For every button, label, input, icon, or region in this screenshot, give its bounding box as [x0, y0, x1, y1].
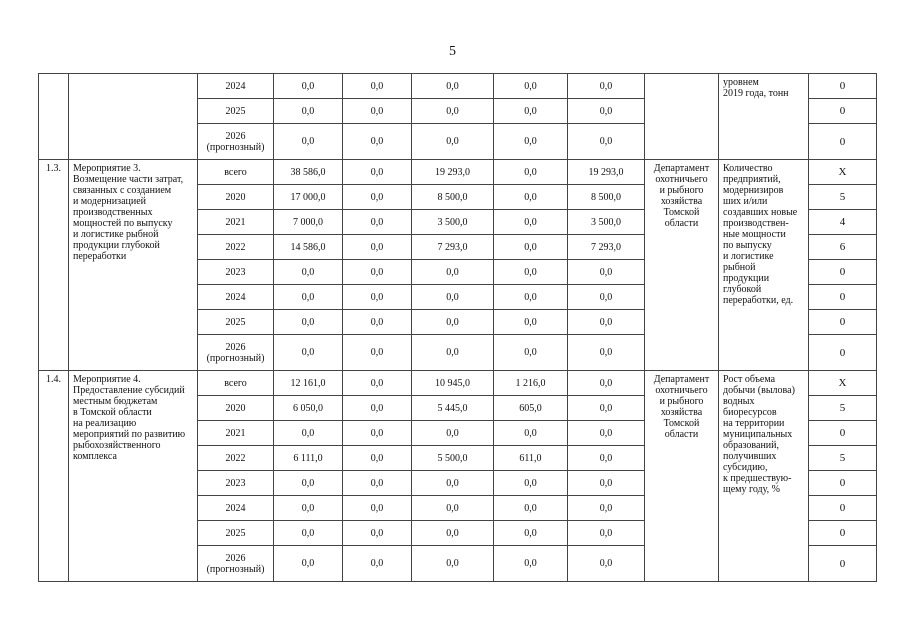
amount-cell: 0,0	[412, 74, 494, 99]
text-line: ные мощности	[723, 229, 786, 240]
amount-cell: 0,0	[343, 421, 412, 446]
text-line: Мероприятие 4.	[73, 374, 141, 385]
text-line: Департамент	[653, 163, 710, 174]
amount-cell: 0,0	[412, 310, 494, 335]
amount-cell: 0,0	[412, 496, 494, 521]
indicator-value-cell: 0	[809, 421, 877, 446]
text-line: местным бюджетам	[73, 396, 158, 407]
year-cell: 2021	[198, 210, 274, 235]
amount-cell: 7 293,0	[568, 235, 645, 260]
measure-name-cell	[69, 371, 198, 582]
indicator-value-cell: 5	[809, 446, 877, 471]
amount-cell: 0,0	[343, 160, 412, 185]
amount-cell: 0,0	[274, 310, 343, 335]
amount-cell: 5 445,0	[412, 396, 494, 421]
amount-cell: 0,0	[494, 124, 568, 160]
year-cell: 2025	[198, 99, 274, 124]
amount-cell: 0,0	[274, 99, 343, 124]
amount-cell: 0,0	[412, 99, 494, 124]
amount-cell: 0,0	[568, 310, 645, 335]
amount-cell: 0,0	[343, 285, 412, 310]
text-line: в Томской области	[73, 407, 152, 418]
amount-cell: 6 050,0	[274, 396, 343, 421]
text-line: рыбной	[723, 262, 756, 273]
amount-cell: 0,0	[343, 335, 412, 371]
text-line: уровнем	[723, 77, 759, 88]
text-line: образований,	[723, 440, 780, 451]
text-line: модернизиров	[723, 185, 784, 196]
indicator-value-cell: 6	[809, 235, 877, 260]
amount-cell: 0,0	[343, 521, 412, 546]
text-line: по выпуску	[723, 240, 772, 251]
indicator-name-cell	[719, 74, 809, 160]
text-line: Предоставление субсидий	[73, 385, 185, 396]
amount-cell: 0,0	[568, 496, 645, 521]
indicator-value-cell: X	[809, 160, 877, 185]
text-line: Томской	[663, 207, 700, 218]
indicator-value-cell: 0	[809, 496, 877, 521]
page-number: 5	[449, 44, 456, 59]
year-cell	[198, 335, 274, 371]
text-line: предприятий,	[723, 174, 781, 185]
indicator-value-cell: 0	[809, 521, 877, 546]
amount-cell: 12 161,0	[274, 371, 343, 396]
amount-cell: 10 945,0	[412, 371, 494, 396]
amount-cell: 1 216,0	[494, 371, 568, 396]
indicator-name-cell	[719, 371, 809, 582]
text-line: на реализацию	[73, 418, 137, 429]
text-line: ших и/или	[723, 196, 768, 207]
indicator-value-cell: 0	[809, 260, 877, 285]
text-line: субсидию,	[723, 462, 768, 473]
amount-cell: 6 111,0	[274, 446, 343, 471]
amount-cell: 605,0	[494, 396, 568, 421]
year-cell: 2022	[198, 446, 274, 471]
amount-cell: 0,0	[568, 99, 645, 124]
amount-cell: 0,0	[568, 124, 645, 160]
amount-cell: 0,0	[274, 285, 343, 310]
year-cell: 2023	[198, 471, 274, 496]
text-line: на территории	[723, 418, 785, 429]
amount-cell: 0,0	[494, 185, 568, 210]
amount-cell: 5 500,0	[412, 446, 494, 471]
text-line: щему году, %	[723, 484, 780, 495]
amount-cell: 0,0	[568, 421, 645, 446]
year-cell: 2022	[198, 235, 274, 260]
table-row	[39, 160, 877, 185]
amount-cell: 0,0	[274, 124, 343, 160]
text-line: (прогнозный)	[206, 352, 265, 364]
indicator-value-cell: 5	[809, 396, 877, 421]
amount-cell: 0,0	[494, 235, 568, 260]
amount-cell: 0,0	[568, 371, 645, 396]
amount-cell: 0,0	[494, 546, 568, 582]
text-line: Количество	[723, 163, 773, 174]
amount-cell: 0,0	[412, 260, 494, 285]
text-line: и рыбного	[659, 396, 704, 407]
amount-cell: 7 293,0	[412, 235, 494, 260]
amount-cell: 14 586,0	[274, 235, 343, 260]
amount-cell: 0,0	[494, 521, 568, 546]
amount-cell: 0,0	[274, 74, 343, 99]
amount-cell: 3 500,0	[412, 210, 494, 235]
amount-cell: 0,0	[494, 335, 568, 371]
text-line: производствен-	[723, 218, 789, 229]
amount-cell: 0,0	[343, 546, 412, 582]
text-line: получивших	[723, 451, 777, 462]
amount-cell: 0,0	[568, 260, 645, 285]
text-line: 2019 года, тонн	[723, 88, 789, 99]
text-line: хозяйства	[660, 196, 703, 207]
text-line: биоресурсов	[723, 407, 777, 418]
indicator-value-cell: 0	[809, 471, 877, 496]
text-line: к предшествую-	[723, 473, 792, 484]
text-line: Рост объема	[723, 374, 776, 385]
amount-cell: 0,0	[494, 99, 568, 124]
year-cell: всего	[198, 160, 274, 185]
amount-cell: 0,0	[494, 285, 568, 310]
text-line: и логистике рыбной	[73, 229, 159, 240]
program-measures-table	[38, 73, 877, 582]
text-line: Мероприятие 3.	[73, 163, 141, 174]
amount-cell: 8 500,0	[568, 185, 645, 210]
text-line: переработки, ед.	[723, 295, 794, 306]
text-line: продукции	[723, 273, 770, 284]
text-line: мощностей по выпуску	[73, 218, 173, 229]
measure-number: 1.4.	[39, 371, 69, 582]
text-line: продукции глубокой	[73, 240, 160, 251]
indicator-value-cell: 0	[809, 99, 877, 124]
text-line: производственных	[73, 207, 153, 218]
amount-cell: 0,0	[412, 421, 494, 446]
text-line: создавших новые	[723, 207, 798, 218]
amount-cell: 0,0	[568, 396, 645, 421]
amount-cell: 0,0	[568, 446, 645, 471]
table-row	[39, 74, 877, 99]
indicator-value-cell: 0	[809, 310, 877, 335]
indicator-value-cell: 5	[809, 185, 877, 210]
amount-cell: 0,0	[568, 521, 645, 546]
indicator-value-cell: X	[809, 371, 877, 396]
amount-cell: 611,0	[494, 446, 568, 471]
amount-cell: 0,0	[412, 285, 494, 310]
text-line: Департамент	[653, 374, 710, 385]
text-line: переработки	[73, 251, 127, 262]
text-line: связанных с созданием	[73, 185, 172, 196]
number-cell	[39, 74, 69, 160]
text-line: добычи (вылова)	[723, 385, 795, 396]
amount-cell: 0,0	[494, 421, 568, 446]
amount-cell: 0,0	[412, 546, 494, 582]
amount-cell: 0,0	[343, 471, 412, 496]
text-line: охотничьего	[655, 174, 708, 185]
amount-cell: 0,0	[343, 496, 412, 521]
amount-cell: 0,0	[274, 335, 343, 371]
amount-cell: 0,0	[274, 471, 343, 496]
amount-cell: 0,0	[412, 335, 494, 371]
text-line: области	[664, 218, 699, 229]
amount-cell: 0,0	[274, 421, 343, 446]
text-line: и логистике	[723, 251, 774, 262]
indicator-value-cell: 0	[809, 546, 877, 582]
text-line: водных	[723, 396, 755, 407]
text-line: муниципальных	[723, 429, 793, 440]
indicator-name-cell	[719, 160, 809, 371]
text-line: 2026	[225, 552, 246, 564]
amount-cell: 0,0	[343, 446, 412, 471]
text-line: (прогнозный)	[206, 141, 265, 153]
amount-cell: 38 586,0	[274, 160, 343, 185]
amount-cell: 0,0	[412, 124, 494, 160]
amount-cell: 0,0	[494, 160, 568, 185]
text-line: Томской	[663, 418, 700, 429]
amount-cell: 0,0	[343, 210, 412, 235]
amount-cell: 0,0	[343, 235, 412, 260]
year-cell: 2023	[198, 260, 274, 285]
indicator-value-cell: 0	[809, 74, 877, 99]
year-cell: 2024	[198, 285, 274, 310]
text-line: области	[664, 429, 699, 440]
amount-cell: 17 000,0	[274, 185, 343, 210]
year-cell: 2025	[198, 521, 274, 546]
year-cell	[198, 124, 274, 160]
amount-cell: 0,0	[412, 521, 494, 546]
amount-cell: 0,0	[494, 260, 568, 285]
year-cell: 2025	[198, 310, 274, 335]
text-line: охотничьего	[655, 385, 708, 396]
amount-cell: 0,0	[343, 310, 412, 335]
indicator-value-cell: 4	[809, 210, 877, 235]
amount-cell: 0,0	[494, 471, 568, 496]
amount-cell: 0,0	[343, 124, 412, 160]
amount-cell: 8 500,0	[412, 185, 494, 210]
amount-cell: 0,0	[274, 260, 343, 285]
amount-cell: 0,0	[412, 471, 494, 496]
year-cell: 2024	[198, 496, 274, 521]
amount-cell: 7 000,0	[274, 210, 343, 235]
indicator-value-cell: 0	[809, 335, 877, 371]
measure-name-cell	[69, 74, 198, 160]
amount-cell: 0,0	[568, 74, 645, 99]
amount-cell: 0,0	[494, 310, 568, 335]
year-cell: всего	[198, 371, 274, 396]
text-line: рыбохозяйственного	[73, 440, 161, 451]
amount-cell: 0,0	[494, 496, 568, 521]
text-line: и рыбного	[659, 185, 704, 196]
measure-number: 1.3.	[39, 160, 69, 371]
amount-cell: 0,0	[343, 185, 412, 210]
amount-cell: 0,0	[274, 521, 343, 546]
text-line: глубокой	[723, 284, 762, 295]
amount-cell: 0,0	[343, 396, 412, 421]
indicator-value-cell: 0	[809, 285, 877, 310]
amount-cell: 0,0	[274, 546, 343, 582]
amount-cell: 3 500,0	[568, 210, 645, 235]
text-line: и модернизацией	[73, 196, 147, 207]
executor-cell	[645, 160, 719, 371]
measure-name-cell	[69, 160, 198, 371]
year-cell: 2020	[198, 396, 274, 421]
amount-cell: 0,0	[343, 260, 412, 285]
year-cell: 2021	[198, 421, 274, 446]
text-line: комплекса	[73, 451, 117, 462]
amount-cell: 0,0	[568, 335, 645, 371]
executor-cell	[645, 371, 719, 582]
text-line: мероприятий по развитию	[73, 429, 186, 440]
amount-cell: 0,0	[568, 471, 645, 496]
text-line: (прогнозный)	[206, 563, 265, 575]
amount-cell: 0,0	[568, 285, 645, 310]
year-cell	[198, 546, 274, 582]
text-line: Возмещение части затрат,	[73, 174, 184, 185]
text-line: 2026	[225, 341, 246, 353]
year-cell: 2020	[198, 185, 274, 210]
amount-cell: 19 293,0	[412, 160, 494, 185]
amount-cell: 0,0	[343, 74, 412, 99]
amount-cell: 0,0	[568, 546, 645, 582]
text-line: 2026	[225, 130, 246, 142]
amount-cell: 0,0	[343, 99, 412, 124]
year-cell: 2024	[198, 74, 274, 99]
indicator-value-cell: 0	[809, 124, 877, 160]
amount-cell: 0,0	[274, 496, 343, 521]
amount-cell: 19 293,0	[568, 160, 645, 185]
amount-cell: 0,0	[343, 371, 412, 396]
amount-cell: 0,0	[494, 74, 568, 99]
text-line: хозяйства	[660, 407, 703, 418]
amount-cell: 0,0	[494, 210, 568, 235]
executor-cell	[645, 74, 719, 160]
table-row	[39, 371, 877, 396]
